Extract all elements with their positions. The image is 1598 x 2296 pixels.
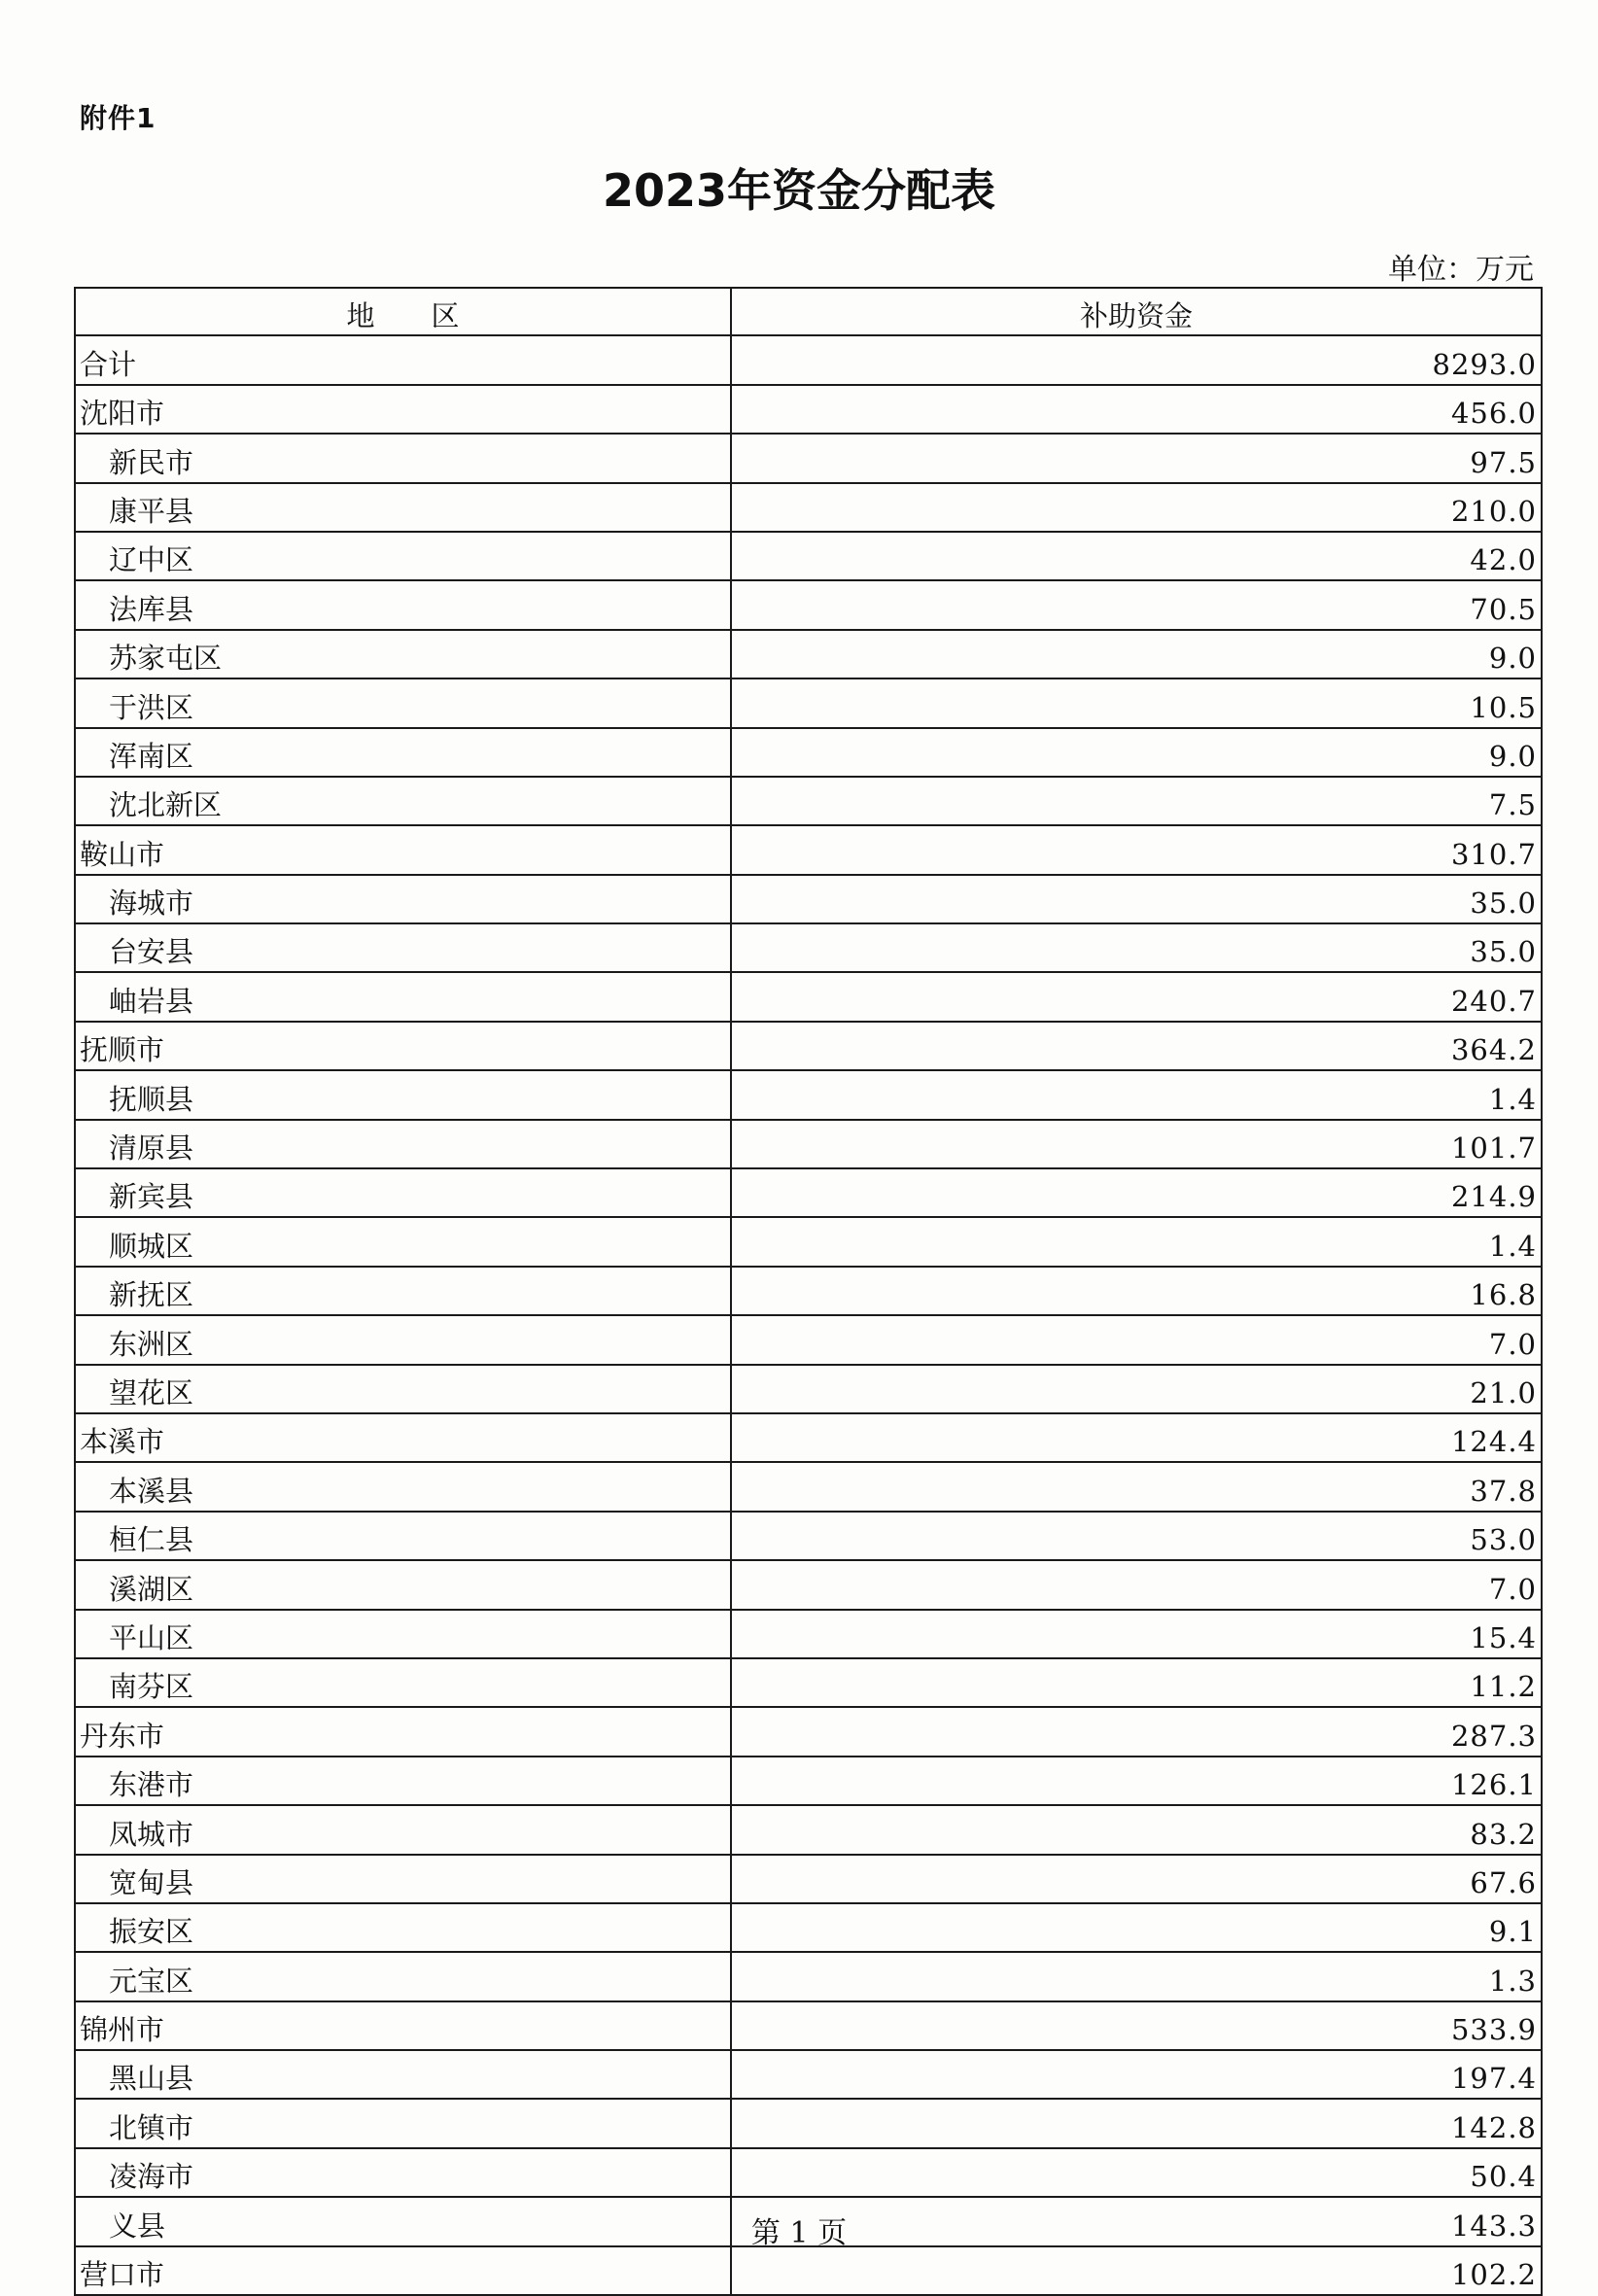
subsidy-amount-cell: 9.0 [731, 630, 1542, 678]
region-name-cell: 北镇市 [75, 2099, 731, 2147]
subsidy-amount-cell: 310.7 [731, 825, 1542, 874]
region-name-cell: 抚顺县 [75, 1070, 731, 1119]
region-name-cell: 苏家屯区 [75, 630, 731, 678]
region-name-cell: 黑山县 [75, 2050, 731, 2099]
subsidy-amount-cell: 142.8 [731, 2099, 1542, 2147]
subsidy-amount-cell: 42.0 [731, 532, 1542, 580]
subsidy-amount-cell: 287.3 [731, 1707, 1542, 1756]
table-row [75, 1267, 1542, 1315]
region-name-cell: 元宝区 [75, 1952, 731, 2000]
table-row [75, 1952, 1542, 2000]
subsidy-amount-cell: 143.3 [731, 2197, 1542, 2245]
region-name-cell: 桓仁县 [75, 1512, 731, 1560]
subsidy-amount-cell: 53.0 [731, 1512, 1542, 1560]
table-row [75, 1413, 1542, 1462]
region-name-cell: 义县 [75, 2197, 731, 2245]
region-name-cell: 辽中区 [75, 532, 731, 580]
table-row [75, 1560, 1542, 1609]
subsidy-amount-cell: 1.3 [731, 1952, 1542, 2000]
table-row [75, 483, 1542, 532]
table-row [75, 385, 1542, 434]
table-row [75, 1658, 1542, 1707]
subsidy-amount-cell: 50.4 [731, 2148, 1542, 2197]
region-name-cell: 凤城市 [75, 1805, 731, 1854]
region-name-cell: 宽甸县 [75, 1855, 731, 1903]
region-name-cell: 营口市 [75, 2246, 731, 2295]
table-row [75, 678, 1542, 727]
subsidy-amount-cell: 456.0 [731, 385, 1542, 434]
subsidy-amount-cell: 101.7 [731, 1120, 1542, 1168]
page-title: 2023年资金分配表 [602, 164, 996, 217]
table-row [75, 1610, 1542, 1658]
table-row [75, 777, 1542, 825]
table-row [75, 1462, 1542, 1511]
region-name-cell: 康平县 [75, 483, 731, 532]
table-row [75, 2246, 1542, 2295]
subsidy-amount-cell: 16.8 [731, 1267, 1542, 1315]
subsidy-amount-cell: 7.0 [731, 1560, 1542, 1609]
table-header-row [75, 288, 1542, 335]
region-name-cell: 望花区 [75, 1365, 731, 1413]
table-row [75, 434, 1542, 482]
subsidy-amount-cell: 7.0 [731, 1315, 1542, 1364]
table-row [75, 532, 1542, 580]
region-name-cell: 锦州市 [75, 2001, 731, 2050]
table-row [75, 1070, 1542, 1119]
region-name-cell: 振安区 [75, 1903, 731, 1952]
subsidy-amount-cell: 364.2 [731, 1022, 1542, 1070]
table-row [75, 1757, 1542, 1805]
region-name-cell: 法库县 [75, 580, 731, 629]
region-name-cell: 平山区 [75, 1610, 731, 1658]
table-row [75, 2099, 1542, 2147]
subsidy-amount-cell: 533.9 [731, 2001, 1542, 2050]
region-name-cell: 合计 [75, 335, 731, 384]
subsidy-amount-cell: 83.2 [731, 1805, 1542, 1854]
table-row [75, 972, 1542, 1021]
subsidy-amount-cell: 11.2 [731, 1658, 1542, 1707]
region-name-cell: 溪湖区 [75, 1560, 731, 1609]
region-name-cell: 岫岩县 [75, 972, 731, 1021]
table-row [75, 1903, 1542, 1952]
subsidy-amount-cell: 10.5 [731, 678, 1542, 727]
region-name-cell: 本溪市 [75, 1413, 731, 1462]
table-row [75, 630, 1542, 678]
region-name-cell: 南芬区 [75, 1658, 731, 1707]
subsidy-amount-cell: 8293.0 [731, 335, 1542, 384]
table-row [75, 1168, 1542, 1217]
attachment-label: 附件1 [80, 102, 156, 134]
table-row [75, 825, 1542, 874]
region-name-cell: 于洪区 [75, 678, 731, 727]
table-row [75, 1120, 1542, 1168]
table-row [75, 2148, 1542, 2197]
allocation-table [74, 287, 1543, 2296]
subsidy-amount-cell: 210.0 [731, 483, 1542, 532]
region-name-cell: 沈北新区 [75, 777, 731, 825]
table-row [75, 1512, 1542, 1560]
region-name-cell: 凌海市 [75, 2148, 731, 2197]
subsidy-amount-cell: 9.0 [731, 728, 1542, 777]
subsidy-amount-cell: 240.7 [731, 972, 1542, 1021]
table-row [75, 2001, 1542, 2050]
region-name-cell: 东港市 [75, 1757, 731, 1805]
table-row [75, 335, 1542, 384]
region-name-cell: 海城市 [75, 875, 731, 923]
table-row [75, 1365, 1542, 1413]
subsidy-amount-cell: 124.4 [731, 1413, 1542, 1462]
region-name-cell: 顺城区 [75, 1217, 731, 1266]
table-row [75, 1217, 1542, 1266]
table-row [75, 1707, 1542, 1756]
region-name-cell: 浑南区 [75, 728, 731, 777]
table-row [75, 2050, 1542, 2099]
subsidy-amount-cell: 67.6 [731, 1855, 1542, 1903]
table-row [75, 728, 1542, 777]
subsidy-amount-cell: 126.1 [731, 1757, 1542, 1805]
region-name-cell: 清原县 [75, 1120, 731, 1168]
region-name-cell: 鞍山市 [75, 825, 731, 874]
region-name-cell: 东洲区 [75, 1315, 731, 1364]
region-column-header: 地 区 [75, 288, 731, 335]
unit-label: 单位：万元 [1388, 253, 1534, 287]
region-name-cell: 本溪县 [75, 1462, 731, 1511]
table-row [75, 1855, 1542, 1903]
subsidy-amount-cell: 7.5 [731, 777, 1542, 825]
table-row [75, 923, 1542, 972]
region-name-cell: 沈阳市 [75, 385, 731, 434]
table-row [75, 1315, 1542, 1364]
subsidy-amount-cell: 197.4 [731, 2050, 1542, 2099]
subsidy-amount-cell: 214.9 [731, 1168, 1542, 1217]
subsidy-amount-cell: 37.8 [731, 1462, 1542, 1511]
page-number: 第 1 页 [750, 2216, 848, 2250]
table-body [75, 335, 1542, 2295]
region-name-cell: 丹东市 [75, 1707, 731, 1756]
subsidy-amount-cell: 9.1 [731, 1903, 1542, 1952]
amount-column-header: 补助资金 [731, 288, 1542, 335]
table-row [75, 1805, 1542, 1854]
subsidy-amount-cell: 70.5 [731, 580, 1542, 629]
subsidy-amount-cell: 97.5 [731, 434, 1542, 482]
region-name-cell: 新民市 [75, 434, 731, 482]
region-name-cell: 新抚区 [75, 1267, 731, 1315]
table-row [75, 580, 1542, 629]
subsidy-amount-cell: 35.0 [731, 875, 1542, 923]
subsidy-amount-cell: 1.4 [731, 1217, 1542, 1266]
region-name-cell: 新宾县 [75, 1168, 731, 1217]
table-row [75, 1022, 1542, 1070]
subsidy-amount-cell: 35.0 [731, 923, 1542, 972]
region-name-cell: 抚顺市 [75, 1022, 731, 1070]
region-name-cell: 台安县 [75, 923, 731, 972]
subsidy-amount-cell: 15.4 [731, 1610, 1542, 1658]
subsidy-amount-cell: 21.0 [731, 1365, 1542, 1413]
subsidy-amount-cell: 1.4 [731, 1070, 1542, 1119]
table-row [75, 875, 1542, 923]
subsidy-amount-cell: 102.2 [731, 2246, 1542, 2295]
